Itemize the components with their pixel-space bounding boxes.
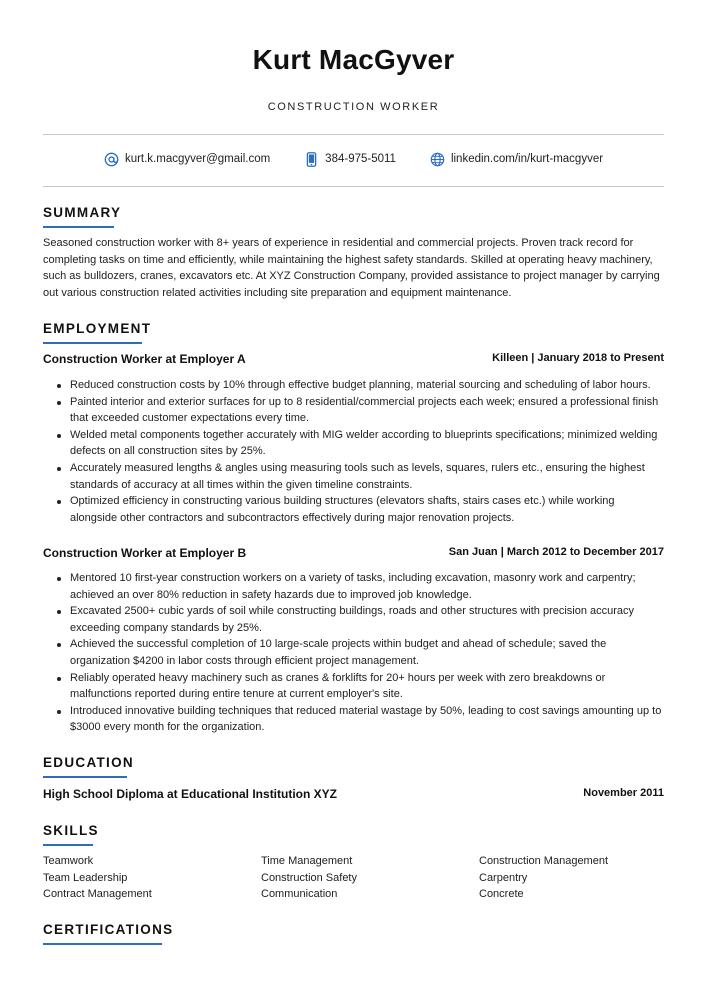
employment-underline <box>43 342 142 344</box>
job-bullets <box>43 570 664 736</box>
certifications-title: CERTIFICATIONS <box>43 922 174 937</box>
skill-item: Communication <box>261 888 338 901</box>
skill-item: Concrete <box>479 888 524 901</box>
summary-underline <box>43 226 114 228</box>
phone-text: 384-975-5011 <box>325 153 396 165</box>
contact-linkedin[interactable] <box>430 152 603 167</box>
skill-item: Construction Safety <box>261 871 357 884</box>
header-divider-top <box>43 134 664 135</box>
job-title: Construction Worker at Employer A <box>43 352 246 366</box>
list-item: Accurately measured lengths & angles using measuring tools such as levels, squares, rulers etc., ensuring the highest standards of accuracy at all times within the given timeline constraints. <box>43 460 664 493</box>
email-text: kurt.k.macgyver@gmail.com <box>124 153 271 165</box>
list-item: Reliably operated heavy machinery such as cranes & forklifts for 20+ hours per week with zero breakdowns or malfunctions reported during entire tenure at current employer's site. <box>43 670 664 703</box>
list-item: Optimized efficiency in constructing various building structures (elevators shafts, stairs cases etc.) while working alongside other contractors and subcontractors effectively during major renovation projects. <box>43 493 664 526</box>
skill-item: Time Management <box>261 855 353 867</box>
job-bullets <box>43 377 664 526</box>
degree-title: High School Diploma at Educational Institution XYZ <box>43 787 338 801</box>
job-title: Construction Worker at Employer B <box>43 546 247 560</box>
skills-title: SKILLS <box>43 823 99 838</box>
skill-item: Contract Management <box>43 888 152 901</box>
skills-heading <box>43 823 99 838</box>
list-item: Mentored 10 first-year construction workers on a variety of tasks, including excavation, masonry work and carpentry; achieved an over 80% reduction in safety hazards due to improved job knowledge. <box>43 570 664 603</box>
skills-grid <box>43 853 664 903</box>
skill-item: Team Leadership <box>43 871 128 884</box>
candidate-role: CONSTRUCTION WORKER <box>267 101 440 113</box>
degree-date: November 2011 <box>583 787 664 799</box>
list-item: Excavated 2500+ cubic yards of soil while constructing buildings, roads and other structures with precision accuracy exceeding company standards by 25%. <box>43 603 664 636</box>
list-item: Achieved the successful completion of 10 large-scale projects within budget and ahead of schedule; saved the organization $4200 in labor costs through efficient project management. <box>43 636 664 669</box>
list-item: Welded metal components together accurately with MIG welder according to blueprints specifications; minimized welding defects on all construction sites by 25%. <box>43 427 664 460</box>
contact-bar <box>43 146 664 172</box>
job-location-date: Killeen | January 2018 to Present <box>492 352 664 364</box>
education-underline <box>43 776 127 778</box>
education-title: EDUCATION <box>43 755 134 770</box>
job-location-date: San Juan | March 2012 to December 2017 <box>448 546 664 558</box>
summary-text: Seasoned construction worker with 8+ years of experience in residential and commercial projects. Proven track record for completing tasks on time and efficiently, while maintaining the highest safety standards. Skilled at operating heavy machinery, such as bulldozers, cranes, excavators etc. At XYZ Construction Company, provided assistance to project manager by carrying out various construction related activities including site preparation and equipment maintenance. <box>43 237 660 299</box>
mobile-phone-icon <box>304 152 319 167</box>
skill-item: Construction Management <box>479 855 609 867</box>
list-item: Introduced innovative building techniques that reduced material wastage by 50%, leading to cost savings amounting up to $3000 every month for the organization. <box>43 703 664 736</box>
education-heading <box>43 755 134 770</box>
job-header <box>43 352 664 366</box>
certifications-heading <box>43 922 173 937</box>
list-item: Reduced construction costs by 10% through effective budget planning, material sourcing and scheduling of labor hours. <box>43 377 664 394</box>
skill-item: Teamwork <box>43 855 94 867</box>
certifications-underline <box>43 943 162 945</box>
contact-phone[interactable] <box>304 152 396 167</box>
header-divider-bottom <box>43 186 664 187</box>
globe-icon <box>430 152 445 167</box>
employment-heading <box>43 321 151 336</box>
job-header <box>43 546 664 560</box>
skills-underline <box>43 844 93 846</box>
at-sign-icon <box>104 152 119 167</box>
list-item: Painted interior and exterior surfaces for up to 8 residential/commercial projects each week; ensured a professional finish that exceeded customer expectations every time. <box>43 394 664 427</box>
skill-item: Carpentry <box>479 871 528 884</box>
candidate-name: Kurt MacGyver <box>252 44 455 75</box>
summary-title: SUMMARY <box>43 205 122 220</box>
employment-title: EMPLOYMENT <box>43 321 152 336</box>
education-entry <box>43 787 664 801</box>
summary-heading <box>43 205 121 220</box>
linkedin-text: linkedin.com/in/kurt-macgyver <box>450 153 604 165</box>
contact-email[interactable] <box>104 152 270 167</box>
